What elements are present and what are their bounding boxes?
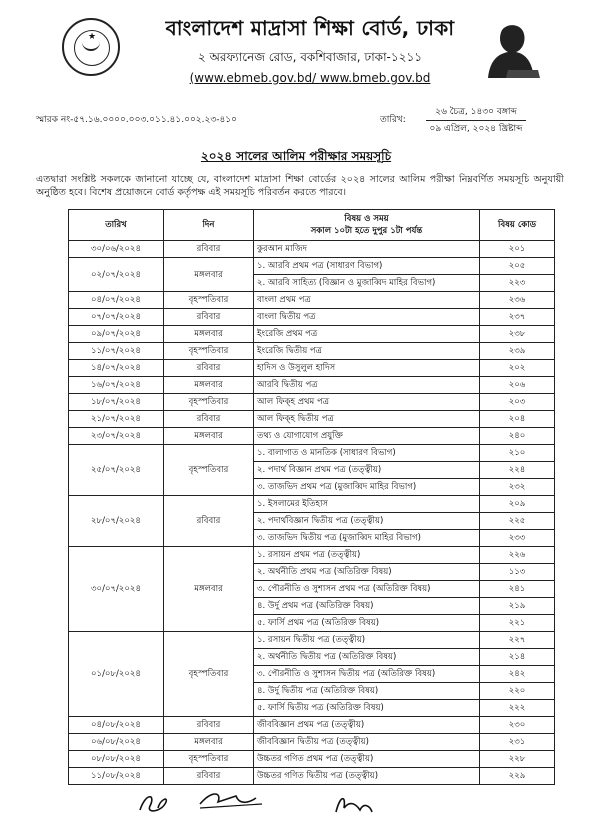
cell-subject: আল ফিক্হ দ্বিতীয় পত্র — [254, 411, 480, 428]
cell-subject: ইংরেজি প্রথম পত্র — [254, 326, 480, 343]
cell-code: ২২৪ — [480, 462, 555, 479]
cell-subject: ১. রসায়ন প্রথম পত্র (তত্ত্বীয়) — [254, 547, 480, 564]
cell-subject: ১. রসায়ন দ্বিতীয় পত্র (তত্ত্বীয়) — [254, 632, 480, 649]
table-row — [69, 547, 555, 564]
table-row — [69, 751, 555, 768]
table-row — [69, 394, 555, 411]
cell-date: ০৪/০৭/২০২৪ — [69, 292, 164, 309]
board-address: ২ অরফ্যানেজ রোড, বকশিবাজার, ঢাকা-১২১১ — [197, 50, 423, 64]
table-row — [69, 241, 555, 258]
cell-code: ২৩৯ — [480, 343, 555, 360]
cell-code: ২০১ — [480, 241, 555, 258]
cell-date: ১৬/০৭/২০২৪ — [69, 377, 164, 394]
cell-date: ৩০/০৬/২০২৪ — [69, 241, 164, 258]
cell-date: ২৫/০৭/২০২৪ — [69, 445, 164, 496]
cell-subject: ১. আরবি প্রথম পত্র (সাধারণ বিভাগ) — [254, 258, 480, 275]
cell-code: ১১৩ — [480, 564, 555, 581]
cell-date: ০৮/০৮/২০২৪ — [69, 751, 164, 768]
cell-date: ১১/০৭/২০২৪ — [69, 343, 164, 360]
cell-code: ২৪০ — [480, 428, 555, 445]
cell-day: মঙ্গলবার — [164, 734, 254, 751]
cell-date: ০৯/০৭/২০২৪ — [69, 326, 164, 343]
cell-date: ১১/০৮/২০২৪ — [69, 768, 164, 785]
cell-code: ২৩১ — [480, 734, 555, 751]
cell-subject: বাংলা দ্বিতীয় পত্র — [254, 309, 480, 326]
cell-code: ২৩৬ — [480, 292, 555, 309]
board-websites: (www.ebmeb.gov.bd/ www.bmeb.gov.bd — [189, 71, 431, 85]
cell-subject: হাদিস ও উসুলুল হাদিস — [254, 360, 480, 377]
cell-code: ২০৯ — [480, 496, 555, 513]
cell-code: ২৩২ — [480, 479, 555, 496]
cell-subject: উচ্চতর গণিত দ্বিতীয় পত্র (তত্ত্বীয়) — [254, 768, 480, 785]
cell-subject: ৩. পৌরনীতি ও সুশাসন প্রথম পত্র (অতিরিক্ত বিষয়) — [254, 581, 480, 598]
table-row — [69, 258, 555, 275]
cell-subject: ৩. পৌরনীতি ও সুশাসন দ্বিতীয় পত্র (অতিরিক্ত বিষয়) — [254, 666, 480, 683]
memo-dates — [426, 104, 526, 136]
board-name: বাংলাদেশ মাদ্রাসা শিক্ষা বোর্ড, ঢাকা — [165, 16, 455, 40]
table-row — [69, 292, 555, 309]
cell-subject: জীববিজ্ঞান প্রথম পত্র (তত্ত্বীয়) — [254, 717, 480, 734]
table-row — [69, 326, 555, 343]
cell-subject: তথ্য ও যোগাযোগ প্রযুক্তি — [254, 428, 480, 445]
header-subject-label: বিষয় ও সময় — [344, 214, 389, 224]
cell-subject: আল ফিক্হ প্রথম পত্র — [254, 394, 480, 411]
cell-subject: ৪. উর্দু দ্বিতীয় পত্র (অতিরিক্ত বিষয়) — [254, 683, 480, 700]
cell-subject: ৩. তাজভিদ প্রথম পত্র (মুজাব্বিদ মাহির বিভাগ) — [254, 479, 480, 496]
cell-code: ২৩৭ — [480, 309, 555, 326]
document-title: ২০২৪ সালের আলিম পরীক্ষার সময়সূচি — [200, 149, 392, 163]
table-header-row — [69, 210, 555, 241]
intro-paragraph: এতদ্বারা সংশ্লিষ্ট সকলকে জানানো যাচ্ছে যে, বাংলাদেশ মাদ্রাসা শিক্ষা বোর্ডের ২০২৪ সালের আলিম পরীক্ষা নিম্নবর্ণিত সময়সূচি অনুযায়ী অনুষ্ঠিত হবে। বিশেষ প্রয়োজনে বোর্ড কর্তৃপক্ষ এই সময়সূচি পরিবর্তন করতে পারবে। — [36, 174, 564, 198]
cell-day: রবিবার — [164, 241, 254, 258]
header-time-label: সকাল ১০টা হতে দুপুর ১টা পর্যন্ত — [310, 226, 423, 236]
cell-day: বৃহস্পতিবার — [164, 343, 254, 360]
cell-day: মঙ্গলবার — [164, 258, 254, 292]
cell-day: বৃহস্পতিবার — [164, 394, 254, 411]
cell-date: ৩০/০৭/২০২৪ — [69, 547, 164, 632]
cell-day: রবিবার — [164, 309, 254, 326]
cell-code: ২১৪ — [480, 649, 555, 666]
table-body — [69, 241, 555, 785]
cell-subject: ২. পদার্থবিজ্ঞান দ্বিতীয় পত্র (তত্ত্বীয়) — [254, 513, 480, 530]
cell-subject: ১. বালাগাত ও মানতিক (সাধারণ বিভাগ) — [254, 445, 480, 462]
cell-day: বৃহস্পতিবার — [164, 292, 254, 309]
cell-date: ১৪/০৭/২০২৪ — [69, 360, 164, 377]
board-seal-logo — [62, 18, 120, 76]
cell-code: ২২৬ — [480, 547, 555, 564]
table-row — [69, 717, 555, 734]
cell-subject: ২. অর্থনীতি দ্বিতীয় পত্র (অতিরিক্ত বিষয়) — [254, 649, 480, 666]
cell-day: মঙ্গলবার — [164, 326, 254, 343]
cell-subject: ২. পদার্থ বিজ্ঞান প্রথম পত্র (তত্ত্বীয়) — [254, 462, 480, 479]
mujib-portrait-logo — [478, 20, 548, 82]
table-row — [69, 343, 555, 360]
header-subject — [254, 210, 480, 241]
cell-subject: ইংরেজি দ্বিতীয় পত্র — [254, 343, 480, 360]
exam-schedule-table — [68, 209, 555, 785]
cell-date: ১৮/০৭/২০২৪ — [69, 394, 164, 411]
table-row — [69, 445, 555, 462]
header-code: বিষয় কোড — [480, 210, 555, 241]
cell-code: ২১০ — [480, 445, 555, 462]
cell-code: ২০৫ — [480, 258, 555, 275]
cell-day: মঙ্গলবার — [164, 428, 254, 445]
cell-code: ২৪১ — [480, 581, 555, 598]
table-row — [69, 496, 555, 513]
memo-date-english: ০৯ এপ্রিল, ২০২৪ খ্রিষ্টাব্দ — [429, 124, 523, 134]
cell-code: ২২৫ — [480, 513, 555, 530]
cell-day: রবিবার — [164, 768, 254, 785]
cell-subject: ২. অর্থনীতি প্রথম পত্র (অতিরিক্ত বিষয়) — [254, 564, 480, 581]
cell-date: ০৬/০৮/২০২৪ — [69, 734, 164, 751]
memo-date-bangla: ২৬ চৈত্র, ১৪৩০ বঙ্গাব্দ — [426, 104, 526, 121]
table-row — [69, 428, 555, 445]
letterhead — [120, 14, 500, 85]
header-date: তারিখ — [69, 210, 164, 241]
cell-code: ২৩৩ — [480, 530, 555, 547]
cell-code: ২০৪ — [480, 411, 555, 428]
cell-date: ২১/০৭/২০২৪ — [69, 411, 164, 428]
cell-code: ২২২ — [480, 700, 555, 717]
cell-code: ২০২ — [480, 360, 555, 377]
cell-day: মঙ্গলবার — [164, 377, 254, 394]
cell-code: ২২৯ — [480, 768, 555, 785]
table-row — [69, 734, 555, 751]
cell-code: ২২৭ — [480, 632, 555, 649]
cell-code: ২২৮ — [480, 751, 555, 768]
table-row — [69, 411, 555, 428]
cell-subject: কুরআন মাজিদ — [254, 241, 480, 258]
cell-code: ২২০ — [480, 683, 555, 700]
table-row — [69, 377, 555, 394]
cell-subject: ২. আরবি সাহিত্য (বিজ্ঞান ও মুজাব্বিদ মাহির বিভাগ) — [254, 275, 480, 292]
cell-day: বৃহস্পতিবার — [164, 751, 254, 768]
table-row — [69, 360, 555, 377]
cell-subject: ৪. উর্দু প্রথম পত্র (অতিরিক্ত বিষয়) — [254, 598, 480, 615]
cell-day: মঙ্গলবার — [164, 547, 254, 632]
cell-date: ২৩/০৭/২০২৪ — [69, 428, 164, 445]
cell-code: ২১৯ — [480, 598, 555, 615]
cell-date: ০৪/০৮/২০২৪ — [69, 717, 164, 734]
cell-date: ০২/০৭/২০২৪ — [69, 258, 164, 292]
cell-date: ২৮/০৭/২০২৪ — [69, 496, 164, 547]
cell-subject: ১. ইসলামের ইতিহাস — [254, 496, 480, 513]
memo-date-label: তারিখ: — [380, 115, 406, 125]
cell-day: বৃহস্পতিবার — [164, 632, 254, 717]
cell-code: ২২৩ — [480, 275, 555, 292]
cell-code: ২০৩ — [480, 394, 555, 411]
seal-star-icon: ★ — [88, 32, 97, 42]
cell-code: ২৩০ — [480, 717, 555, 734]
cell-subject: জীববিজ্ঞান দ্বিতীয় পত্র (তত্ত্বীয়) — [254, 734, 480, 751]
cell-subject: ৫. ফার্সি দ্বিতীয় পত্র (অতিরিক্ত বিষয়) — [254, 700, 480, 717]
cell-day: রবিবার — [164, 717, 254, 734]
cell-day: রবিবার — [164, 360, 254, 377]
cell-subject: বাংলা প্রথম পত্র — [254, 292, 480, 309]
cell-date: ০৭/০৭/২০২৪ — [69, 309, 164, 326]
table-row — [69, 632, 555, 649]
cell-subject: ৫. ফার্সি প্রথম পত্র (অতিরিক্ত বিষয়) — [254, 615, 480, 632]
cell-code: ২২১ — [480, 615, 555, 632]
cell-day: রবিবার — [164, 496, 254, 547]
cell-day: বৃহস্পতিবার — [164, 445, 254, 496]
cell-date: ০১/০৮/২০২৪ — [69, 632, 164, 717]
table-row — [69, 309, 555, 326]
cell-subject: উচ্চতর গণিত প্রথম পত্র (তত্ত্বীয়) — [254, 751, 480, 768]
signatures — [0, 782, 592, 822]
header-day: দিন — [164, 210, 254, 241]
cell-code: ২০৬ — [480, 377, 555, 394]
cell-code: ২৩৮ — [480, 326, 555, 343]
cell-day: রবিবার — [164, 411, 254, 428]
cell-subject: আরবি দ্বিতীয় পত্র — [254, 377, 480, 394]
cell-subject: ৩. তাজভিদ দ্বিতীয় পত্র (মুজাব্বিদ মাহির বিভাগ) — [254, 530, 480, 547]
cell-code: ২৪২ — [480, 666, 555, 683]
memo-reference: স্মারক নং-৫৭.১৬.০০০০.০০৩.০১১.৪১.০০২.২৩-৪১০ — [36, 115, 237, 125]
